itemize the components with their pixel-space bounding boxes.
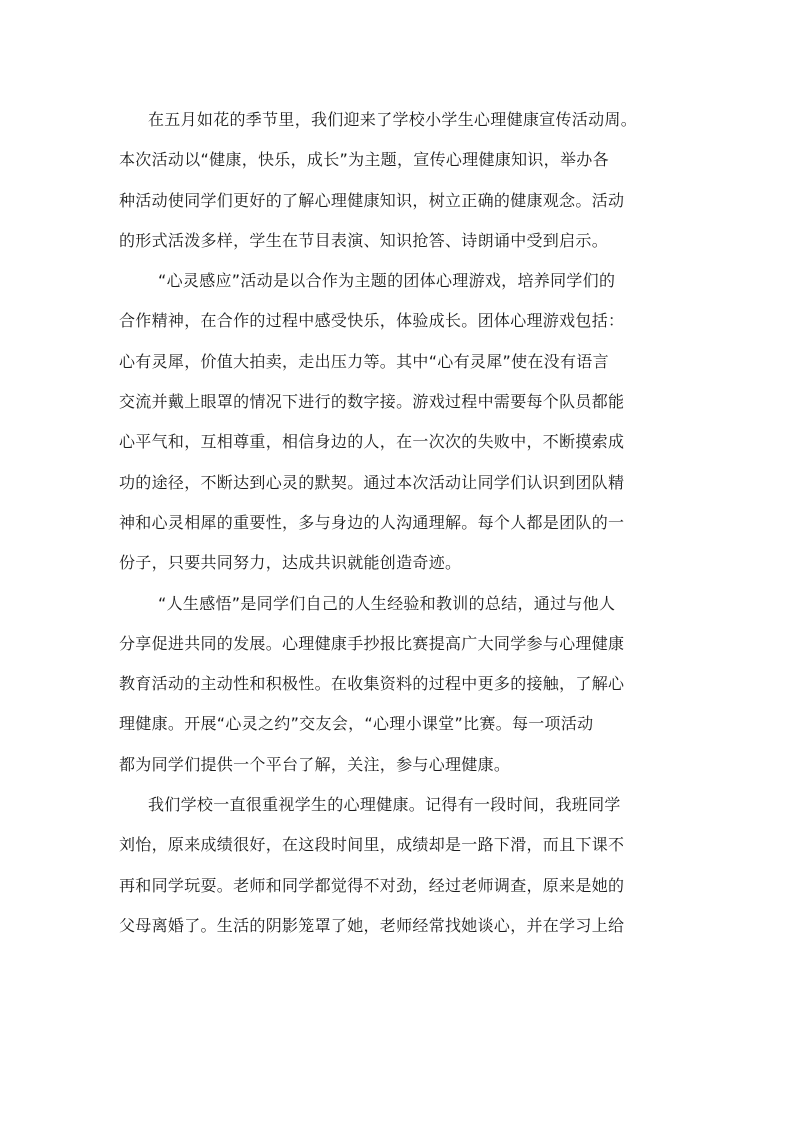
text-line: 功的途径，不断达到心灵的默契。通过本次活动让同学们认识到团队精 [119, 472, 625, 492]
text-line: 交流并戴上眼罩的情况下进行的数字接。游戏过程中需要每个队员都能 [119, 392, 625, 412]
text-line: 我们学校一直很重视学生的心理健康。记得有一段时间，我班同学 [148, 795, 621, 815]
text-line: 合作精神，在合作的过程中感受快乐，体验成长。团体心理游戏包括： [119, 311, 625, 331]
paragraph-3 [119, 584, 679, 785]
text-line: 心平气和，互相尊重，相信身边的人，在一次次的失败中，不断摸索成 [119, 432, 625, 452]
text-line: 的形式活泼多样，学生在节目表演、知识抢答、诗朗诵中受到启示。 [119, 230, 609, 250]
text-line: “心灵感应”活动是以合作为主题的团体心理游戏，培养同学们的 [158, 271, 616, 291]
text-line: 教育活动的主动性和积极性。在收集资料的过程中更多的接触，了解心 [119, 674, 625, 694]
text-line: “人生感悟”是同学们自己的人生经验和教训的总结，通过与他人 [158, 593, 616, 613]
paragraph-2 [119, 261, 679, 583]
text-line: 神和心灵相犀的重要性，多与身边的人沟通理解。每个人都是团队的一 [119, 512, 625, 532]
text-line: 再和同学玩耍。老师和同学都觉得不对劲，经过老师调查，原来是她的 [119, 875, 625, 895]
text-line: 种活动使同学们更好的了解心理健康知识，树立正确的健康观念。活动 [119, 190, 625, 210]
document-body [119, 100, 679, 946]
text-line: 父母离婚了。生活的阴影笼罩了她，老师经常找她谈心，并在学习上给 [119, 915, 625, 935]
text-line: 在五月如花的季节里，我们迎来了学校小学生心理健康宣传活动周。 [148, 110, 638, 129]
text-line: 份子，只要共同努力，达成共识就能创造奇迹。 [119, 553, 462, 573]
text-line: 心有灵犀，价值大拍卖，走出压力等。其中“心有灵犀”使在没有语言 [119, 351, 609, 371]
text-line: 分享促进共同的发展。心理健康手抄报比赛提高广大同学参与心理健康 [119, 633, 625, 653]
text-line: 本次活动以“健康，快乐，成长”为主题，宣传心理健康知识，举办各 [119, 150, 609, 170]
text-line: 刘怡，原来成绩很好，在这段时间里，成绩却是一路下滑，而且下课不 [119, 835, 625, 855]
text-line: 理健康。开展“心灵之约”交友会，“心理小课堂”比赛。每一项活动 [119, 714, 594, 734]
paragraph-1 [119, 100, 679, 261]
paragraph-4 [119, 785, 679, 946]
text-line: 都为同学们提供一个平台了解，关注，参与心理健康。 [119, 754, 511, 774]
